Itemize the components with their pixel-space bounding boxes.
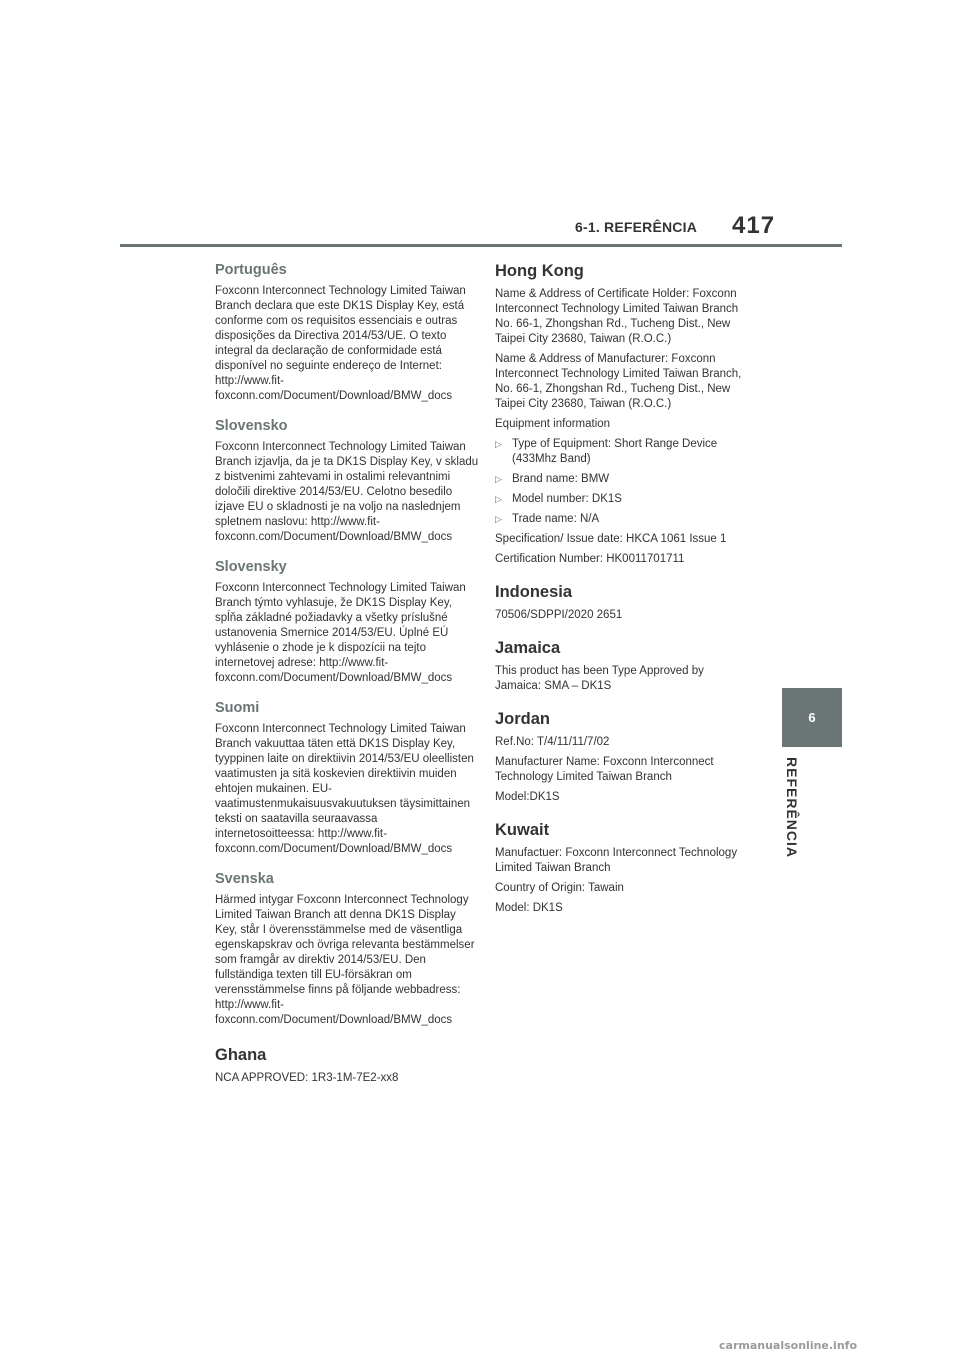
section-svenska (215, 871, 479, 1028)
section-text: Model:DK1S (495, 791, 560, 803)
section-text: Model: DK1S (495, 902, 563, 914)
list-item (495, 512, 751, 527)
section-text: Specification/ Issue date: HKCA 1061 Issue 1 (495, 533, 727, 545)
section-heading: Hong Kong (495, 262, 584, 280)
section-text: Country of Origin: Tawain (495, 882, 624, 894)
section-indonesia (495, 583, 751, 623)
section-text: Name & Address of Certificate Holder: Foxconn Interconnect Technology Limited Taiwan Branch No. 66-1, Zhongshan Rd., Tucheng Dist., New Taipei City 23680, Taiwan (R.O.C.) (495, 288, 739, 345)
section-heading: Jamaica (495, 639, 561, 657)
section-text: Foxconn Interconnect Technology Limited Taiwan Branch declara que este DK1S Display Key, está conforme com os requisitos essenciais e outras disposições da Directiva 2014/53/UE. O texto integral da declaração de conformidade está disponível no seguinte endereço de Internet: http://www.fit-foxconn.com/Document/Download/BMW_docs (215, 285, 466, 402)
section-heading: Svenska (215, 871, 274, 887)
chapter-tab[interactable]: 6 (782, 688, 842, 747)
section-heading: Slovensky (215, 559, 287, 575)
section-heading: Slovensko (215, 418, 288, 434)
section-text: This product has been Type Approved by Jamaica: SMA – DK1S (495, 665, 704, 692)
list-item (495, 492, 751, 507)
section-text: Foxconn Interconnect Technology Limited Taiwan Branch vakuuttaa täten että DK1S Display Key, tyyppinen laite on direktiivin 2014/53/EU oleellisten vaatimusten ja sitä koskevien direktiivin muiden ehtojen mukainen. EU-vaatimustenmukaisuusvakuutuksen täysimittainen teksti on saatavilla seuraavassa internetosoitteessa: http://www.fit-foxconn.com/Document/Download/BMW_docs (215, 723, 474, 855)
list-item-text: Model number: DK1S (512, 493, 622, 505)
page-number: 417 (732, 212, 776, 239)
section-jordan (495, 710, 751, 805)
section-kuwait (495, 821, 751, 916)
chapter-label: REFERÊNCIA (784, 757, 800, 859)
section-heading: Indonesia (495, 583, 573, 601)
left-column (215, 262, 479, 1100)
list-item-text: Type of Equipment: Short Range Device (433Mhz Band) (512, 438, 718, 465)
triangle-bullet-icon: ▷ (495, 494, 502, 504)
list-item-text: Trade name: N/A (512, 513, 600, 525)
section-portugues (215, 262, 479, 404)
section-text: Foxconn Interconnect Technology Limited Taiwan Branch týmto vyhlasuje, že DK1S Display Key, spĺňa základné požiadavky a všetky príslušné ustanovenia Smernice 2014/53/EU. Úplné EÚ vyhlásenie o zhode je k dispozícii na tejto internetovej adrese: http://www.fit-foxconn.com/Document/Download/BMW_docs (215, 582, 466, 684)
right-column (495, 262, 751, 932)
list-item (495, 472, 751, 487)
section-text: Name & Address of Manufacturer: Foxconn Interconnect Technology Limited Taiwan Branch, No. 66-1, Zhongshan Rd., Tucheng Dist., New Taipei City 23680, Taiwan (R.O.C.) (495, 353, 742, 410)
section-text: Härmed intygar Foxconn Interconnect Technology Limited Taiwan Branch att denna DK1S Display Key, står I överensstämmelse med de väsentliga egenskapskrav och övriga relevanta bestämmelser som framgår av direktiv 2014/53/EU. Den fullständiga texten till EU-försäkran om verensstämmelse finns på följande webbadress: http://www.fit-foxconn.com/Document/Download/BMW_docs (215, 894, 475, 1026)
section-label: 6-1. REFERÊNCIA (575, 219, 698, 235)
watermark[interactable]: carmanualsonline.info (719, 1339, 857, 1352)
section-heading: Ghana (215, 1046, 267, 1064)
section-heading: Suomi (215, 700, 260, 716)
section-text: Equipment information (495, 418, 611, 430)
section-slovensko (215, 418, 479, 545)
section-text: 70506/SDPPI/2020 2651 (495, 609, 623, 621)
section-text: NCA APPROVED: 1R3-1M-7E2-xx8 (215, 1072, 399, 1084)
section-heading: Kuwait (495, 821, 550, 839)
section-text: Manufactuer: Foxconn Interconnect Technology Limited Taiwan Branch (495, 847, 738, 874)
triangle-bullet-icon: ▷ (495, 439, 502, 449)
section-hong-kong (495, 262, 751, 567)
section-slovensky (215, 559, 479, 686)
section-heading: Jordan (495, 710, 551, 728)
section-text: Foxconn Interconnect Technology Limited Taiwan Branch izjavlja, da je ta DK1S Display Key, v skladu z bistvenimi zahtevami in ostalimi relevantnimi določili direktive 2014/53/EU. Celotno besedilo izjave EU o skladnosti je na voljo na naslednjem spletnem naslovu: http://www.fit-foxconn.com/Document/Download/BMW_docs (215, 441, 479, 543)
triangle-bullet-icon: ▷ (495, 474, 502, 484)
triangle-bullet-icon: ▷ (495, 514, 502, 524)
list-item (495, 437, 751, 467)
section-suomi (215, 700, 479, 857)
section-text: Certification Number: HK0011701711 (495, 553, 685, 565)
list-item-text: Brand name: BMW (512, 473, 610, 485)
section-text: Ref.No: T/4/11/11/7/02 (495, 736, 610, 748)
section-text: Manufacturer Name: Foxconn Interconnect Technology Limited Taiwan Branch (495, 756, 714, 783)
section-heading: Português (215, 262, 287, 278)
header-rule (120, 244, 842, 247)
equipment-list (495, 437, 751, 527)
section-jamaica (495, 639, 751, 694)
section-ghana (215, 1046, 479, 1086)
